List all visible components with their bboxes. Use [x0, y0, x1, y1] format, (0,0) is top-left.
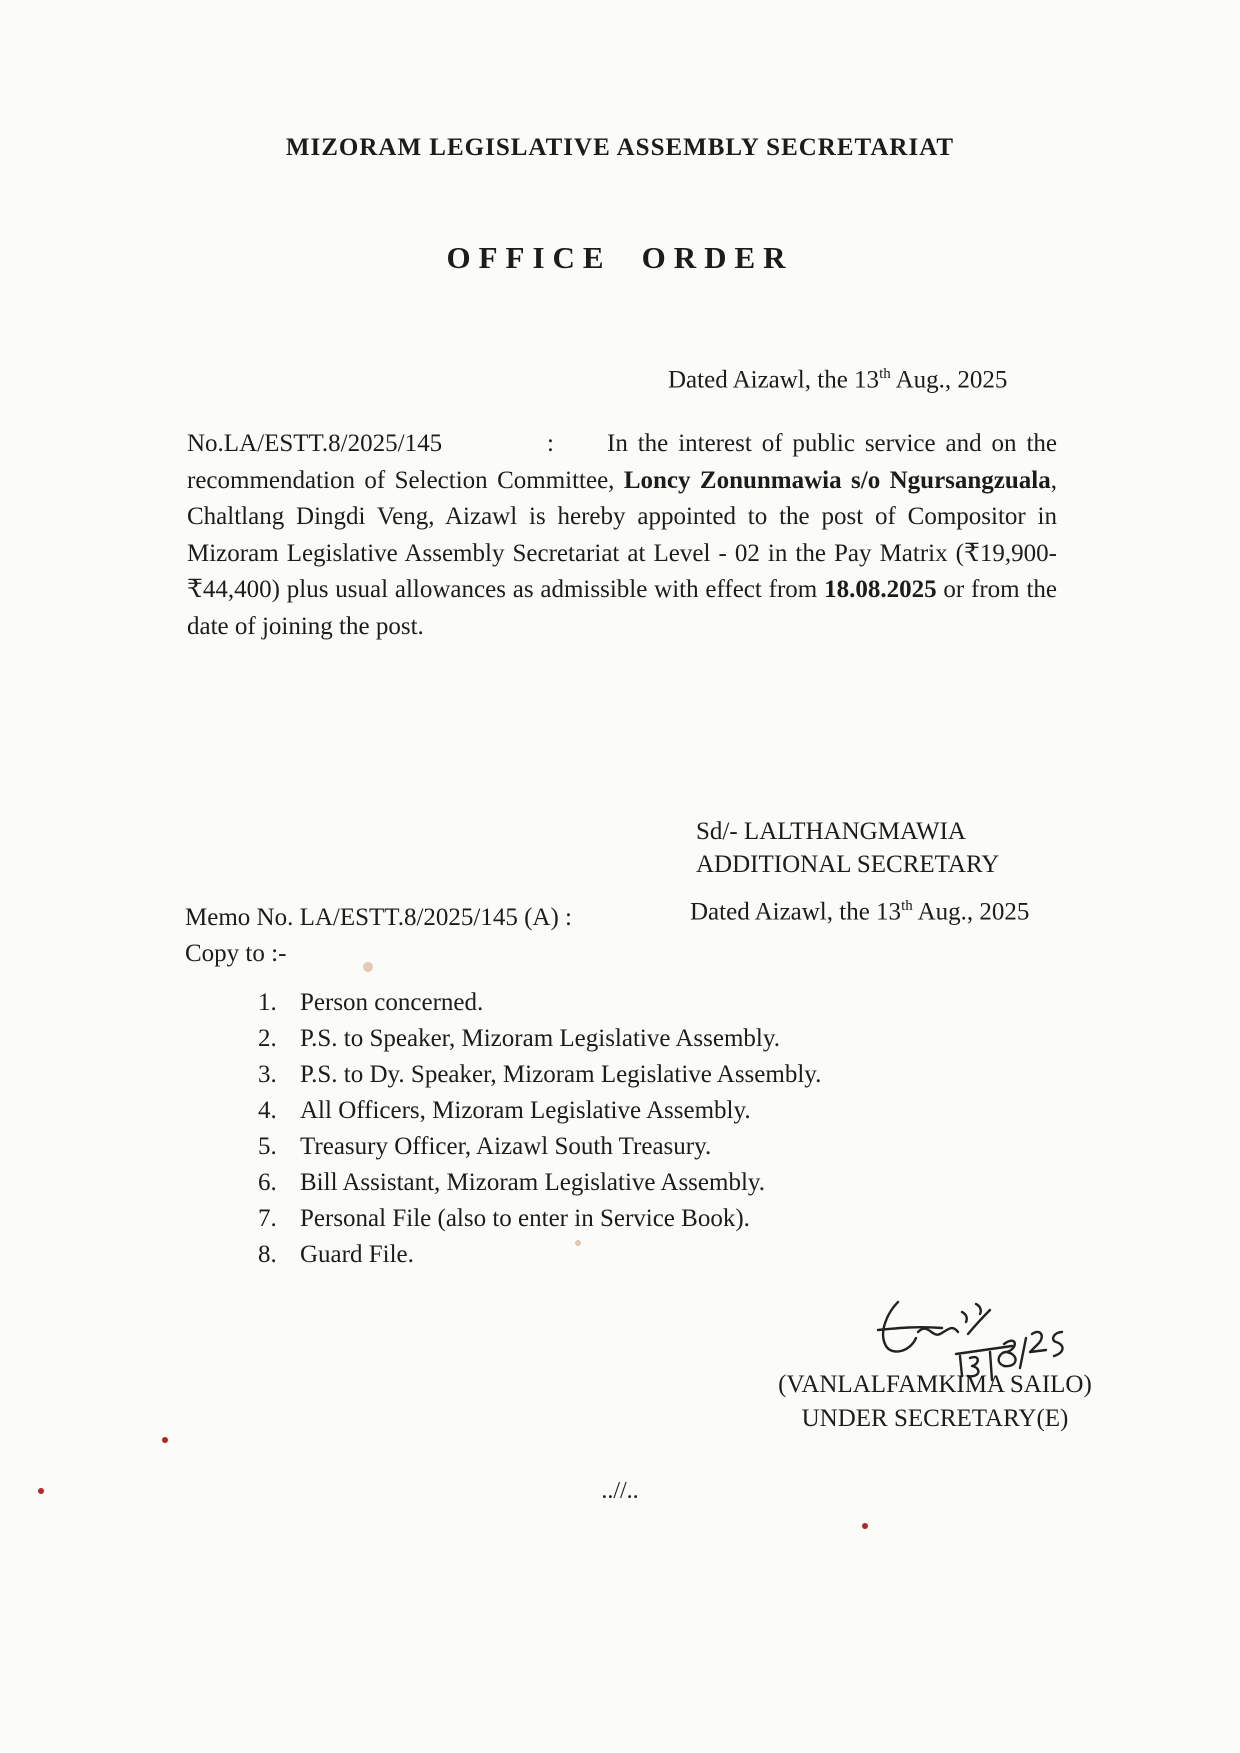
list-item-number: 3. [258, 1061, 277, 1088]
order-text-3: or from the date of joining the post. [187, 576, 1057, 640]
list-item [258, 985, 821, 1021]
memo-number: Memo No. LA/ESTT.8/2025/145 (A) : [185, 904, 572, 931]
page-continuation-mark: ..//.. [601, 1478, 639, 1504]
signatory1-designation: ADDITIONAL SECRETARY [696, 851, 1000, 878]
list-item [258, 1129, 821, 1165]
order-date-suffix: Aug., 2025 [890, 366, 1008, 394]
copy-list [258, 985, 821, 1273]
scan-speck [38, 1488, 44, 1494]
list-item [258, 1093, 821, 1129]
signatory-additional-secretary [696, 815, 999, 881]
memo-date-suffix: Aug., 2025 [912, 898, 1030, 926]
list-item-text: P.S. to Speaker, Mizoram Legislative Assembly. [300, 1025, 780, 1052]
scan-speck [162, 1437, 168, 1443]
list-item-number: 2. [258, 1025, 277, 1052]
order-text-1: In the interest of public service and on the recommendation of Selection Committee, [187, 430, 1057, 494]
list-item-number: 8. [258, 1241, 277, 1268]
order-date [668, 366, 1007, 394]
signatory1-name: Sd/- LALTHANGMAWIA [696, 818, 966, 845]
handwritten-signature [858, 1272, 1098, 1382]
list-item-text: Personal File (also to enter in Service Book). [300, 1205, 750, 1232]
order-number: No.LA/ESTT.8/2025/145 [187, 430, 443, 457]
list-item-text: Person concerned. [300, 989, 484, 1016]
title-word-order: ORDER [641, 240, 794, 275]
appointee-name: Loncy Zonunmawia s/o Ngursangzuala [623, 466, 1051, 494]
effective-date: 18.08.2025 [824, 576, 937, 603]
list-item [258, 1021, 821, 1057]
list-item [258, 1201, 821, 1237]
signatory2-name: (VANLALFAMKIMA SAILO) [778, 1371, 1092, 1398]
list-item-text: Guard File. [300, 1241, 414, 1268]
order-date-sup: th [879, 366, 891, 382]
list-item-number: 1. [258, 989, 277, 1016]
order-date-prefix: Dated Aizawl, the 13 [668, 366, 880, 394]
memo-date-sup: th [901, 898, 913, 914]
list-item-number: 6. [258, 1169, 277, 1196]
list-item-number: 7. [258, 1205, 277, 1232]
scan-speck [862, 1523, 868, 1529]
list-item [258, 1165, 821, 1201]
list-item-text: P.S. to Dy. Speaker, Mizoram Legislative Assembly. [300, 1061, 822, 1088]
list-item-number: 5. [258, 1133, 277, 1160]
scan-speck [363, 962, 373, 972]
list-item [258, 1237, 821, 1273]
list-item-text: All Officers, Mizoram Legislative Assembly. [300, 1097, 751, 1124]
scan-speck [575, 1240, 581, 1246]
page-title [0, 240, 1240, 276]
title-word-office: OFFICE [446, 240, 612, 275]
copy-to-label: Copy to :- [185, 940, 287, 967]
order-body [187, 426, 1057, 645]
signatory-under-secretary [760, 1368, 1110, 1436]
list-item-text: Treasury Officer, Aizawl South Treasury. [300, 1133, 712, 1160]
order-text-2: , Chaltlang Dingdi Veng, Aizawl is hereby appointed to the post of Compositor in Mizoram Legislative Assembly Secretariat at Level - 02 in the Pay Matrix (₹19,900- ₹44,400) plus usual allowances as admissible with effect from [187, 466, 1057, 603]
signatory2-designation: UNDER SECRETARY(E) [801, 1405, 1069, 1432]
memo-date [690, 898, 1029, 926]
office-header: MIZORAM LEGISLATIVE ASSEMBLY SECRETARIAT [285, 134, 955, 161]
list-item [258, 1057, 821, 1093]
memo-date-prefix: Dated Aizawl, the 13 [690, 898, 902, 926]
list-item-number: 4. [258, 1097, 277, 1124]
list-item-text: Bill Assistant, Mizoram Legislative Assembly. [300, 1169, 766, 1196]
order-colon: : [547, 430, 554, 457]
